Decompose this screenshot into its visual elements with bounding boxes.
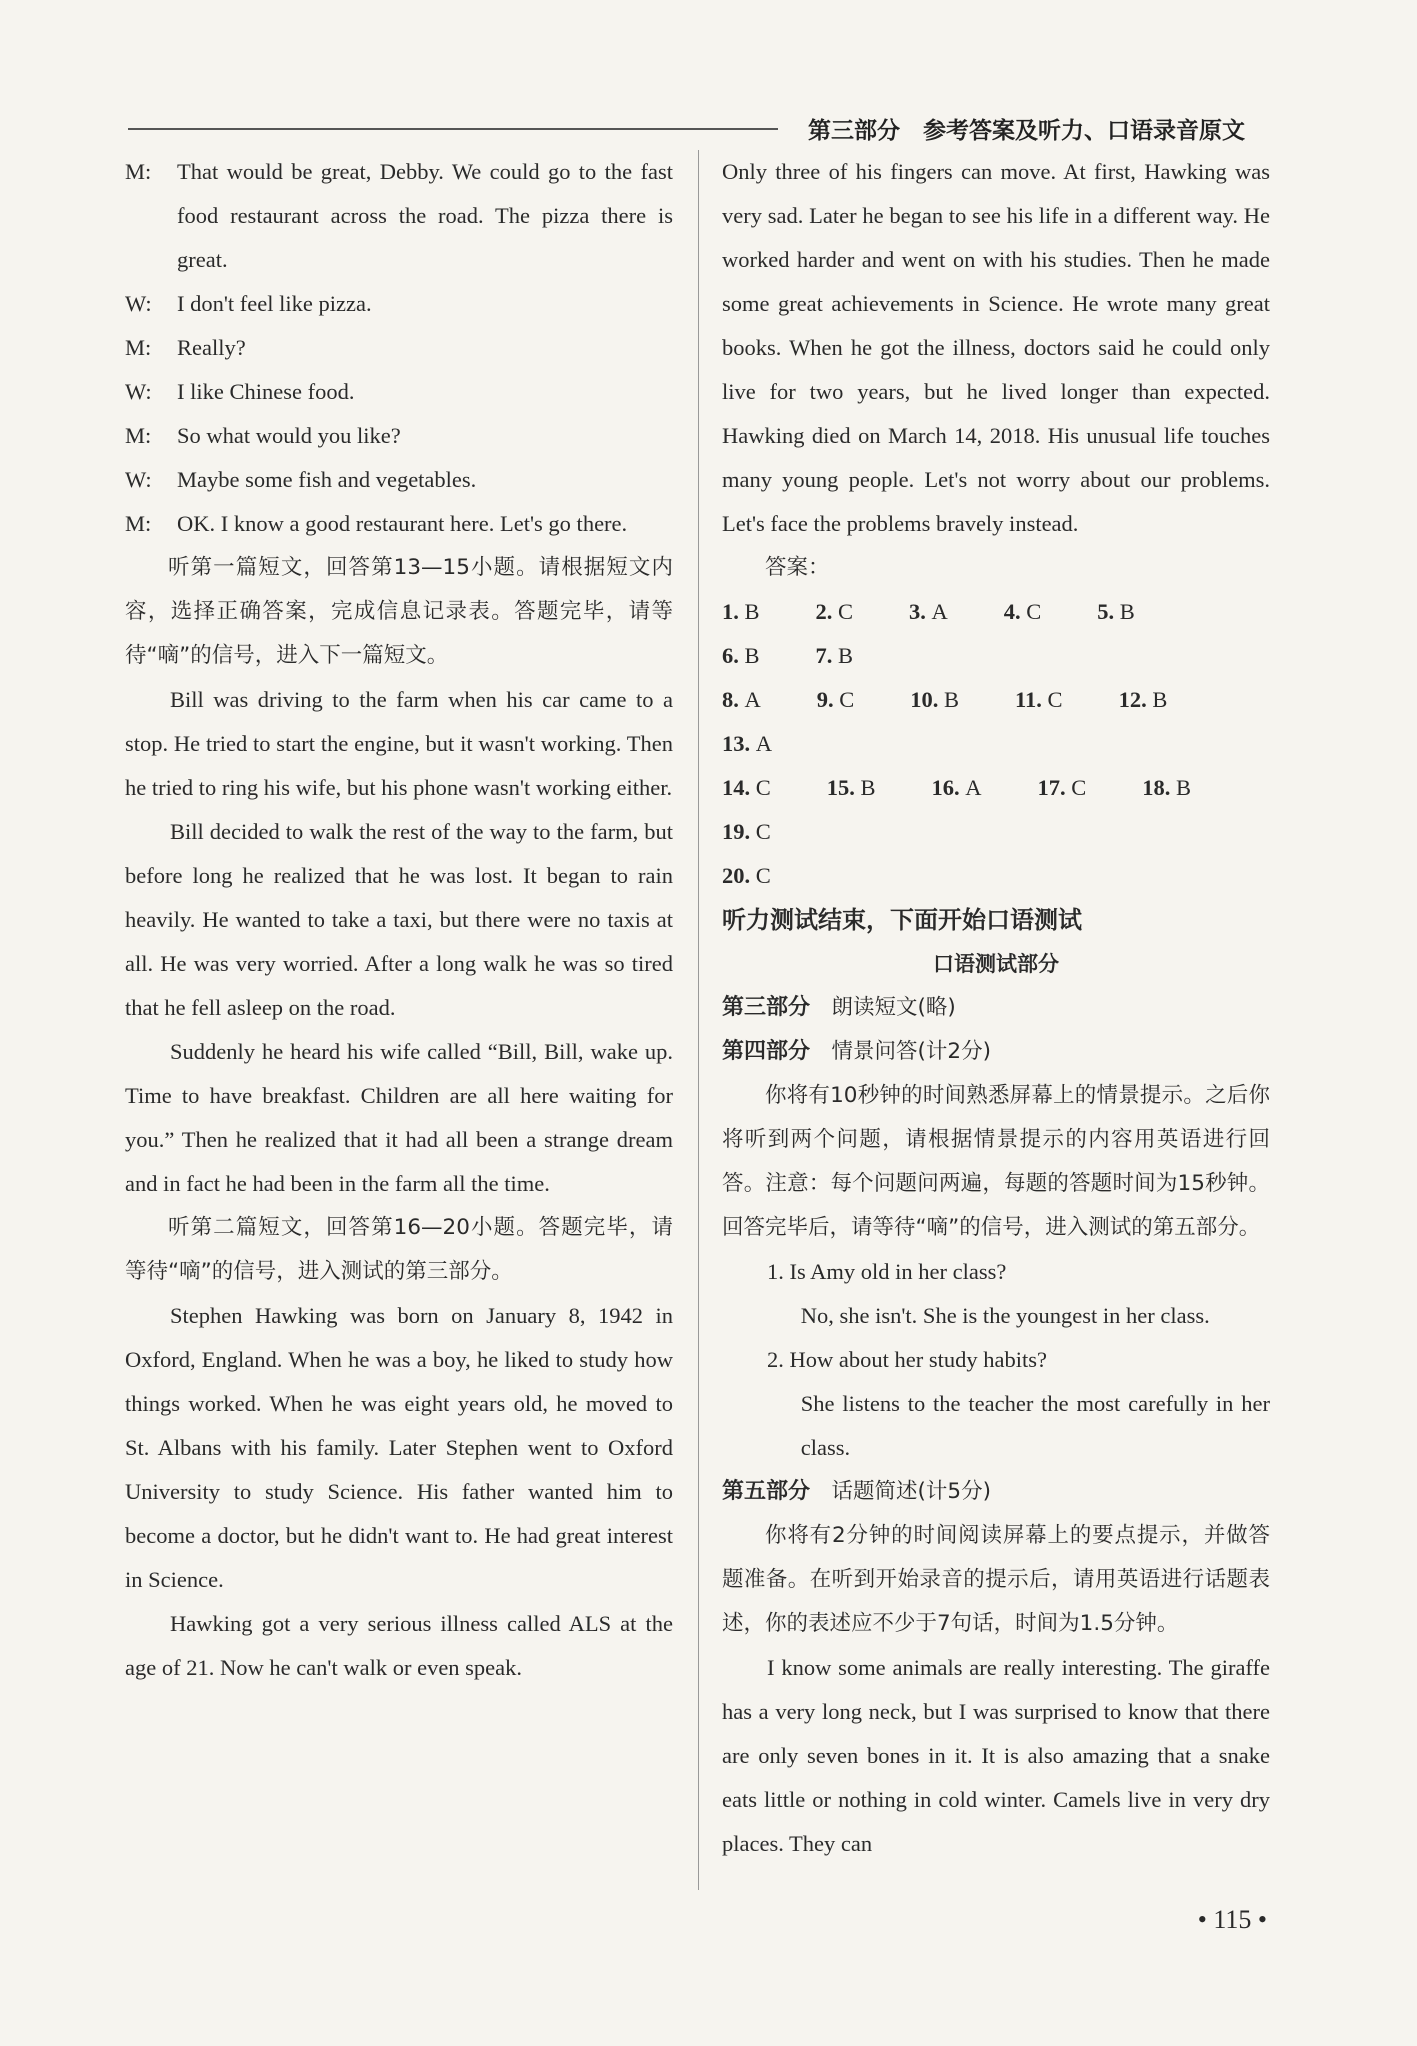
passage-paragraph: Hawking got a very serious illness called ALS at the age of 21. Now he can't walk or even speak. — [125, 1611, 673, 1680]
dialogue-line: M: So what would you like? — [125, 423, 401, 448]
listening-end-heading: 听力测试结束，下面开始口语测试 — [722, 906, 1082, 934]
answer-row: 20. C — [722, 863, 771, 888]
dialogue-line: W: I don't feel like pizza. — [125, 291, 372, 316]
answers-label: 答案： — [765, 555, 830, 580]
passage-paragraph: Suddenly he heard his wife called “Bill, Bill, wake up. Time to have breakfast. Children are all here waiting for you.” Then he realized that it had all been a strange dream and in fact he had been in the farm all the time. — [125, 1039, 673, 1196]
dialogue-line: M: OK. I know a good restaurant here. Let's go there. — [125, 511, 628, 536]
part5-instruction: 你将有2分钟的时间阅读屏幕上的要点提示，并做答题准备。在听到开始录音的提示后，请用英语进行话题表述，你的表述应不少于7句话，时间为1.5分钟。 — [722, 1523, 1270, 1636]
instruction-passage-1: 听第一篇短文，回答第13—15小题。请根据短文内容，选择正确答案，完成信息记录表。答题完毕，请等待“嘀”的信号，进入下一篇短文。 — [125, 555, 673, 668]
running-header: 第三部分 参考答案及听力、口语录音原文 — [808, 118, 1245, 144]
right-column — [722, 150, 1270, 1866]
dialogue-line: W: I like Chinese food. — [125, 379, 355, 404]
passage-paragraph: Stephen Hawking was born on January 8, 1942 in Oxford, England. When he was a boy, he liked to study how things worked. When he was eight years old, he moved to St. Albans with his family. Later Stephen went to Oxford University to study Science. His father wanted him to become a doctor, but he didn't want to. He had great interest in Science. — [125, 1303, 673, 1592]
answer-row: 8. A 9. C 10. B 11. C 12. B13. A — [722, 687, 1168, 756]
dialogue-line: M: That would be great, Debby. We could go to the fast food restaurant across the road. The pizza there is great. — [125, 159, 673, 272]
question: 1. Is Amy old in her class? — [767, 1259, 1007, 1284]
passage-paragraph: Only three of his fingers can move. At first, Hawking was very sad. Later he began to see his life in a different way. He worked harder and went on with his studies. Then he made some great achievements in Science. He wrote many great books. When he got the illness, doctors said he could only live for two years, but he lived longer than expected. Hawking died on March 14, 2018. His unusual life touches many young people. Let's not worry about our problems. Let's face the problems bravely instead. — [722, 159, 1270, 536]
part5-text: I know some animals are really interesting. The giraffe has a very long neck, but I was surprised to know that there are only seven bones in it. It is also amazing that a snake eats little or nothing in cold winter. Camels live in very dry places. They can — [722, 1655, 1270, 1856]
passage-paragraph: Bill was driving to the farm when his car came to a stop. He tried to start the engine, but it wasn't working. Then he tried to ring his wife, but his phone wasn't working either. — [125, 687, 673, 800]
answer: No, she isn't. She is the youngest in her class. — [800, 1303, 1210, 1328]
left-column — [125, 150, 673, 1690]
part3-heading: 第三部分 朗读短文(略) — [722, 995, 956, 1020]
answer-row: 1. B 2. C 3. A 4. C 5. B6. B 7. B — [722, 599, 1135, 668]
part5-heading: 第五部分 话题简述(计5分) — [722, 1479, 991, 1504]
answer-key — [722, 590, 1270, 898]
passage-paragraph: Bill decided to walk the rest of the way to the farm, but before long he realized that he was lost. It began to rain heavily. He wanted to take a taxi, but there were no taxis at all. He was very worried. After a long walk he was so tired that he fell asleep on the road. — [125, 819, 673, 1020]
dialogue-line: M: Really? — [125, 335, 246, 360]
question: 2. How about her study habits? — [767, 1347, 1047, 1372]
answer-row: 14. C 15. B 16. A 17. C 18. B19. C — [722, 775, 1192, 844]
column-divider — [698, 150, 699, 1890]
dialogue-line: W: Maybe some fish and vegetables. — [125, 467, 477, 492]
part4-instruction: 你将有10秒钟的时间熟悉屏幕上的情景提示。之后你将听到两个问题，请根据情景提示的内容用英语进行回答。注意：每个问题问两遍，每题的答题时间为15秒钟。回答完毕后，请等待“嘀”的信号，进入测试的第五部分。 — [722, 1083, 1270, 1240]
page-number: • 115 • — [1197, 1905, 1267, 1934]
oral-test-title: 口语测试部分 — [933, 952, 1059, 976]
header-rule — [128, 128, 778, 130]
answer: She listens to the teacher the most carefully in her class. — [800, 1391, 1270, 1460]
part4-heading: 第四部分 情景问答(计2分) — [722, 1039, 991, 1064]
instruction-passage-2: 听第二篇短文，回答第16—20小题。答题完毕，请等待“嘀”的信号，进入测试的第三部分。 — [125, 1215, 673, 1284]
